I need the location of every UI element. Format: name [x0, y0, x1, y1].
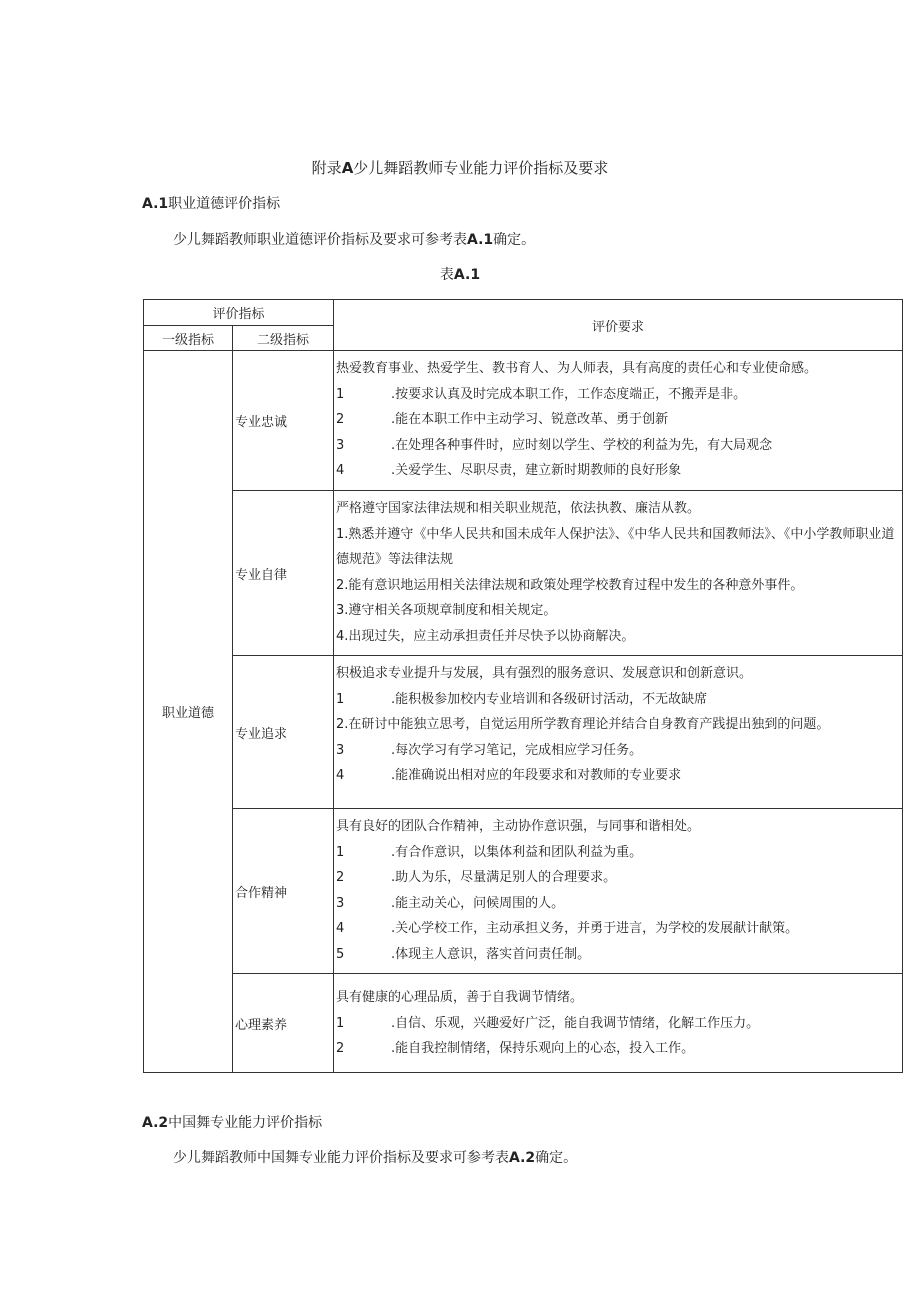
appendix-title: 附录A少儿舞蹈教师专业能力评价指标及要求	[311, 159, 609, 177]
requirement-item: 4 .关爱学生、尽职尽责，建立新时期教师的良好形象	[336, 463, 682, 478]
requirement-item: 3 .每次学习有学习笔记，完成相应学习任务。	[336, 742, 643, 758]
requirement-item: 1 .按要求认真及时完成本职工作，工作态度端正，不搬弄是非。	[336, 386, 747, 402]
header-evaluation-requirements: 评价要求	[334, 300, 903, 351]
requirement-item: 1 .自信、乐观，兴趣爱好广泛，能自我调节情绪，化解工作压力。	[336, 1015, 760, 1031]
table-caption: 表A.1	[439, 267, 481, 283]
requirement-item: 1 .有合作意识，以集体利益和团队利益为重。	[336, 844, 643, 860]
requirements-cell	[334, 351, 903, 491]
section-heading-a2: A.2中国舞专业能力评价指标	[142, 1115, 323, 1131]
requirement-intro: 热爱教育事业、热爱学生、教书育人、为人师表，具有高度的责任心和专业使命感。	[336, 361, 818, 376]
level2-name: 专业自律	[233, 491, 334, 656]
requirement-intro: 积极追求专业提升与发展，具有强烈的服务意识、发展意识和创新意识。	[336, 666, 753, 681]
requirement-item: 5 .体现主人意识，落实首问责任制。	[336, 946, 591, 962]
requirement-item: 2.在研讨中能独立思考，自觉运用所学教育理论并结合自身教育产践提出独到的问题。	[336, 717, 830, 732]
header-level2: 二级指标	[233, 326, 334, 351]
requirement-item: 4 .关心学校工作，主动承担义务，并勇于进言，为学校的发展献计献策。	[336, 921, 799, 936]
requirement-intro: 严格遵守国家法律法规和相关职业规范，依法执教、廉洁从教。	[336, 501, 701, 516]
requirements-cell	[334, 809, 903, 974]
requirement-intro: 具有良好的团队合作精神，主动协作意识强，与同事和谐相处。	[336, 819, 701, 834]
requirement-item: 3 .在处理各种事件时，应时刻以学生、学校的利益为先，有大局观念	[336, 437, 773, 453]
requirement-item: 3 .能主动关心，问候周围的人。	[336, 895, 565, 911]
requirement-item: 4 .能准确说出相对应的年段要求和对教师的专业要求	[336, 768, 682, 783]
level2-name: 专业忠诚	[233, 351, 334, 491]
requirement-item: 3.遵守相关各项规章制度和相关规定。	[336, 603, 557, 618]
header-evaluation-index: 评价指标	[144, 300, 334, 326]
level2-name: 心理素养	[233, 974, 334, 1073]
requirement-item: 1.熟悉并遵守《中华人民共和国未成年人保护法》、《中华人民共和国教师法》、《中小学教师职业道德规范》等法律法规	[336, 526, 895, 567]
requirement-item: 1 .能积极参加校内专业培训和各级研讨活动，不无故缺席	[336, 691, 708, 707]
level1-professional-ethics: 职业道德	[144, 351, 233, 1073]
paragraph-a2: 少儿舞蹈教师中国舞专业能力评价指标及要求可参考表A.2确定。	[173, 1150, 578, 1166]
section-heading-a1: A.1职业道德评价指标	[142, 196, 281, 212]
level2-name: 合作精神	[233, 809, 334, 974]
requirement-item: 2.能有意识地运用相关法律法规和政策处理学校教育过程中发生的各种意外事件。	[336, 577, 804, 593]
requirement-item: 2 .能在本职工作中主动学习、锐意改革、勇于创新	[336, 412, 669, 427]
requirement-item: 2 .能自我控制情绪，保持乐观向上的心态，投入工作。	[336, 1041, 695, 1056]
evaluation-table	[143, 299, 903, 1073]
level2-name: 专业追求	[233, 656, 334, 809]
requirements-cell	[334, 491, 903, 656]
requirement-item: 4.出现过失，应主动承担责任并尽快予以协商解决。	[336, 628, 635, 644]
requirement-item: 2 .助人为乐，尽量满足别人的合理要求。	[336, 870, 617, 885]
requirement-intro: 具有健康的心理品质，善于自我调节情绪。	[336, 990, 584, 1005]
header-level1: 一级指标	[144, 326, 233, 351]
paragraph-a1: 少儿舞蹈教师职业道德评价指标及要求可参考表A.1确定。	[173, 232, 536, 248]
requirements-cell	[334, 656, 903, 809]
requirements-cell	[334, 974, 903, 1073]
